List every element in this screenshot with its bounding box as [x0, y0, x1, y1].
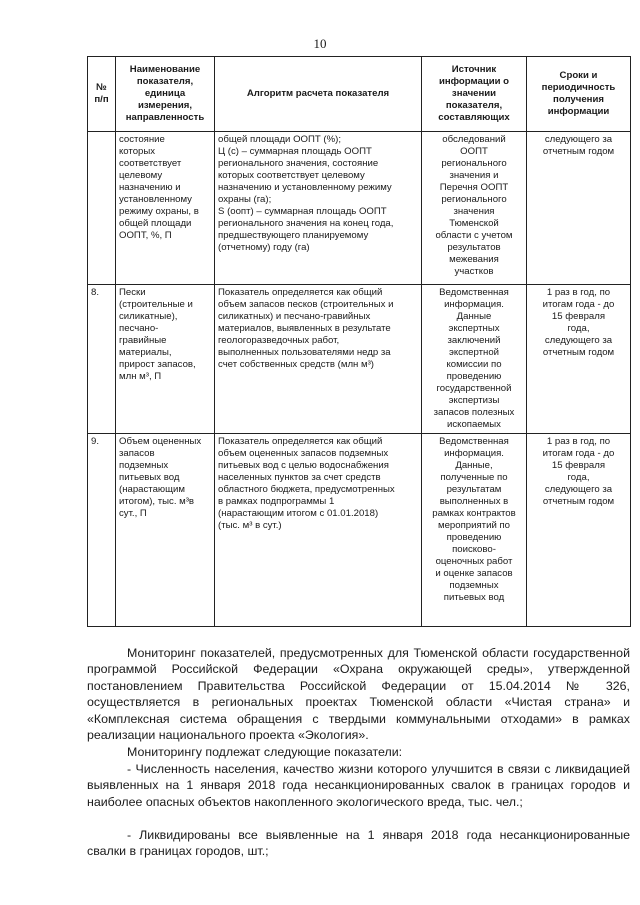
table-header-row — [88, 57, 631, 132]
header-number: № п/п — [88, 57, 116, 132]
header-source: Источник информации о значении показателя, составляющих — [422, 57, 527, 132]
indicators-intro-paragraph: Мониторингу подлежат следующие показатели: — [127, 745, 403, 759]
cell-terms: 1 раз в год, по итогам года - до 15 февраля года, следующего за отчетным годом — [527, 285, 631, 434]
cell-algorithm: Показатель определяется как общий объем оцененных запасов подземных питьевых вод с целью водоснабжения населенных пунктов за счет средств областного бюджета, предусмотренных в рамках подпрограммы 1 (нарастающим итогом с 01.01.2018) (тыс. м³ в сут.) — [215, 434, 422, 627]
cell-terms: следующего за отчетным годом — [527, 132, 631, 285]
header-indicator-name: Наименование показателя, единица измерения, направленность — [116, 57, 215, 132]
cell-terms: 1 раз в год, по итогам года - до 15 февраля года, следующего за отчетным годом — [527, 434, 631, 627]
header-algorithm: Алгоритм расчета показателя — [215, 57, 422, 132]
cell-indicator-name: Пески (строительные и силикатные), песчано- гравийные материалы, прирост запасов, млн м³, П — [116, 285, 215, 434]
monitoring-paragraph: Мониторинг показателей, предусмотренных для Тюменской области государственной программой Российской Федерации «Охрана окружающей среды», утвержденной постановлением Правительства Российской Федерации от 15.04.2014 № 326, осуществляется в региональных проектах Тюменской области «Чистая страна» и «Комплексная система обращения с твердыми коммунальными отходами» в рамках реализации национального проекта «Экология». — [87, 646, 630, 743]
cell-number: 9. — [88, 434, 116, 627]
table-row — [88, 132, 631, 285]
cell-source: Ведомственная информация. Данные экспертных заключений экспертной комиссии по проведению государственной экспертизы запасов полезных ископаемых — [422, 285, 527, 434]
cell-number: 8. — [88, 285, 116, 434]
cell-algorithm: общей площади ООПТ (%); Ц (с) – суммарная площадь ООПТ регионального значения, состояние которых соответствует целевому назначению и установленному режиму охраны (га); S (оопт) – суммарная площадь ООПТ регионального значения на конец года, предшествующего планируемому (отчетному) году (га) — [215, 132, 422, 285]
cell-number — [88, 132, 116, 285]
page-number: 10 — [313, 36, 327, 51]
cell-source: обследований ООПТ регионального значения и Перечня ООПТ регионального значения Тюменской области с учетом результатов межевания участков — [422, 132, 527, 285]
header-terms: Сроки и периодичность получения информации — [527, 57, 631, 132]
indicators-table — [87, 56, 631, 627]
cell-algorithm: Показатель определяется как общий объем запасов песков (строительных и силикатных) и песчано-гравийных материалов, выявленных в результате геологоразведочных работ, выполненных пользователями недр за счет собственных средств (млн м³) — [215, 285, 422, 434]
table-row — [88, 434, 631, 627]
table-row — [88, 285, 631, 434]
cell-indicator-name: Объем оцененных запасов подземных питьевых вод (нарастающим итогом), тыс. м³в сут., П — [116, 434, 215, 627]
indicator-item-population: - Численность населения, качество жизни которого улучшится в связи с ликвидацией выявленных на 1 января 2018 года несанкционированных свалок в границах городов и наиболее опасных объектов накопленного экологического вреда, тыс. чел.; — [87, 762, 630, 809]
indicator-item-dumps: - Ликвидированы все выявленные на 1 января 2018 года несанкционированные свалки в границах городов, шт.; — [87, 828, 630, 859]
cell-source: Ведомственная информация. Данные, полученные по результатам выполненных в рамках контрактов мероприятий по проведению поисково- оценочных работ и оценке запасов подземных питьевых вод — [422, 434, 527, 627]
cell-indicator-name: состояние которых соответствует целевому назначению и установленному режиму охраны, в общей площади ООПТ, %, П — [116, 132, 215, 285]
